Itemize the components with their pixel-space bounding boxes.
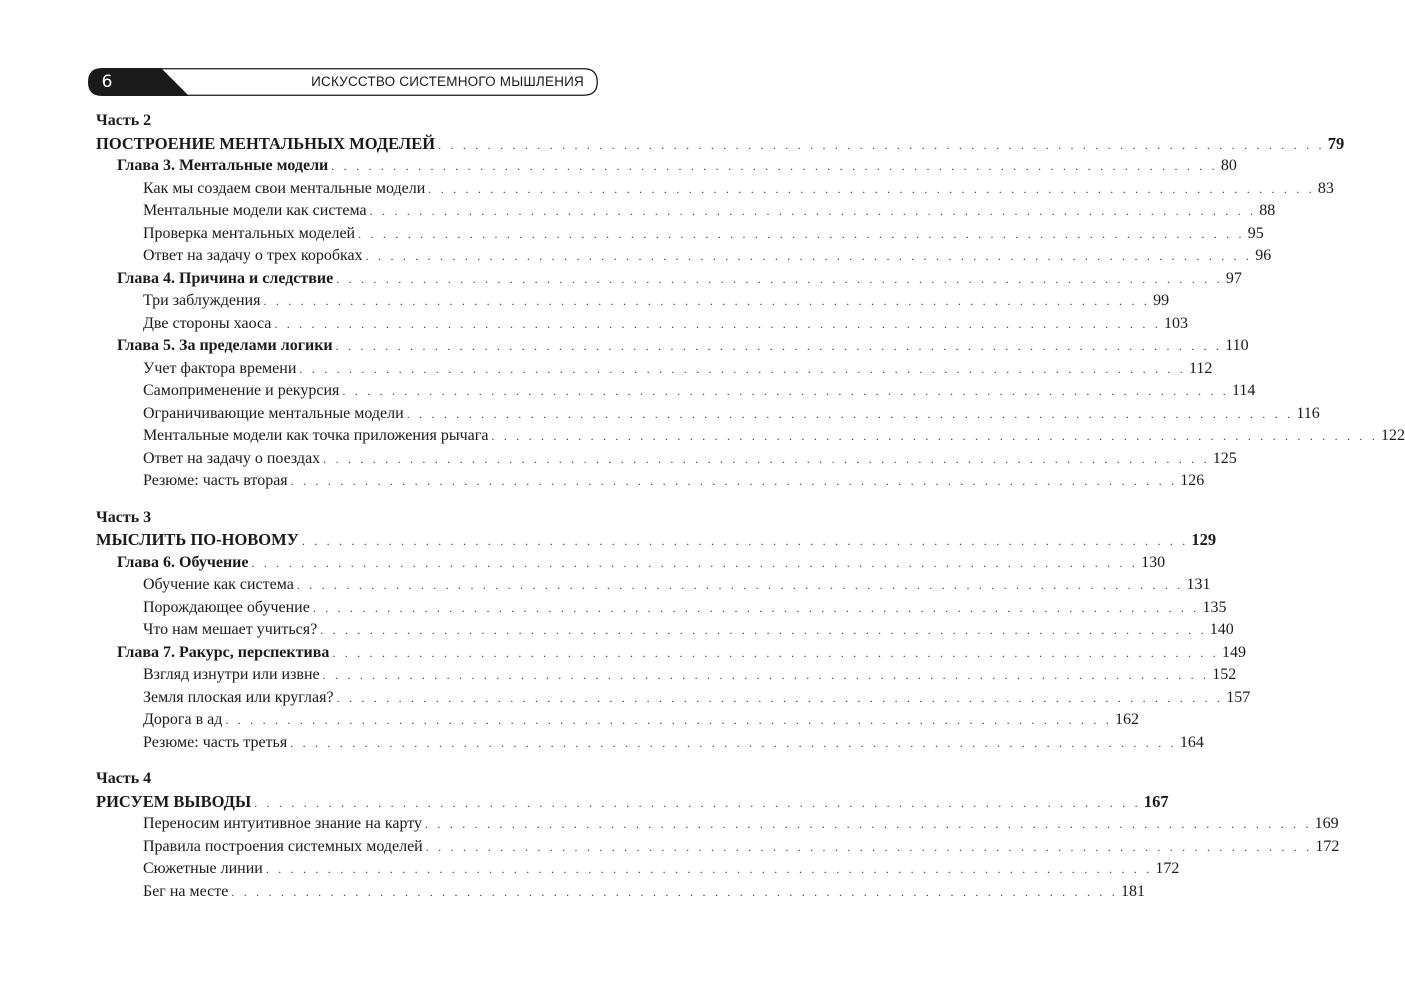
toc-section-entry-title: Переносим интуитивное знание на карту [143, 815, 423, 832]
toc-section-entry [96, 664, 1237, 687]
toc-section-entry-title: Проверка ментальных моделей [143, 224, 356, 242]
dot-leader: . . . . . . . . . . . . . . . . . . . . . . . . . . . . . . . . . . . . . . . . . . . . . . . . . . . . . . . . . . . . . . . . . . . . . . . . [331, 159, 1218, 173]
toc-part-entry [96, 791, 1169, 814]
toc-part-entry-page: 167 [1143, 791, 1169, 811]
toc-section-entry-title: Дорога в ад [143, 711, 223, 728]
dot-leader: . . . . . . . . . . . . . . . . . . . . . . . . . . . . . . . . . . . . . . . . . . . . . . . . . . . . . . . . . . . . . . . . . . . . . . . . [425, 839, 1313, 854]
dot-leader: . . . . . . . . . . . . . . . . . . . . . . . . . . . . . . . . . . . . . . . . . . . . . . . . . . . . . . . . . . . . . . . . . . . . . . . . [274, 316, 1161, 331]
dot-leader: . . . . . . . . . . . . . . . . . . . . . . . . . . . . . . . . . . . . . . . . . . . . . . . . . . . . . . . . . . . . . . . . . . . . . . . . [265, 862, 1153, 876]
dot-leader: . . . . . . . . . . . . . . . . . . . . . . . . . . . . . . . . . . . . . . . . . . . . . . . . . . . . . . . . . . . . . . . . . . . . . . . . [438, 137, 1325, 152]
running-header [88, 68, 598, 96]
toc-chapter-entry [96, 642, 1246, 665]
toc-section-entry-title: Учет фактора времени [143, 359, 297, 377]
page-number: 6 [101, 72, 113, 92]
toc-section-entry-title: Ограничивающие ментальные модели [143, 404, 404, 422]
toc-section-entry-title: Самоприменение и рекурсия [143, 382, 340, 399]
toc-part-entry [96, 133, 1345, 156]
toc-section-entry-page: 172 [1315, 837, 1340, 855]
toc-section-entry-title: Правила построения системных моделей [143, 837, 423, 855]
toc-chapter-entry-page: 97 [1225, 269, 1242, 287]
toc-section-entry-title: Ответ на задачу о трех коробках [143, 247, 363, 264]
dot-leader: . . . . . . . . . . . . . . . . . . . . . . . . . . . . . . . . . . . . . . . . . . . . . . . . . . . . . . . . . . . . . . . . . . . . . . . . [225, 713, 1112, 727]
dot-leader: . . . . . . . . . . . . . . . . . . . . . . . . . . . . . . . . . . . . . . . . . . . . . . . . . . . . . . . . . . . . . . . . . . . . . . . . [425, 817, 1312, 831]
toc-section-entry-page: 135 [1202, 598, 1227, 616]
toc-section-entry-page: 140 [1209, 621, 1234, 638]
toc-section-entry [96, 619, 1234, 642]
toc-part-entry-title: МЫСЛИТЬ ПО-НОВОМУ [96, 530, 299, 549]
toc-section-entry [96, 245, 1272, 268]
toc-section-entry [96, 290, 1170, 313]
toc-section-entry [96, 597, 1227, 620]
toc-chapter-entry-page: 149 [1221, 643, 1246, 661]
toc-chapter-entry-title: Глава 7. Ракурс, перспектива [117, 643, 330, 661]
toc-section-entry [96, 358, 1213, 381]
toc-section-entry-title: Ментальные модели как система [143, 202, 367, 219]
toc-section-entry [96, 709, 1139, 732]
toc-part-entry [96, 529, 1217, 552]
toc-section-entry [96, 380, 1256, 403]
dot-leader: . . . . . . . . . . . . . . . . . . . . . . . . . . . . . . . . . . . . . . . . . . . . . . . . . . . . . . . . . . . . . . . . . . . . . . . . [428, 181, 1315, 196]
toc-section-entry-title: Бег на месте [143, 882, 229, 900]
running-title: ИСКУССТВО СИСТЕМНОГО МЫШЛЕНИЯ [311, 74, 584, 89]
toc-section-entry-page: 116 [1296, 404, 1320, 422]
toc-section-entry-title: Сюжетные линии [143, 860, 263, 877]
toc-section-entry-title: Ментальные модели как точка приложения рычага [143, 427, 489, 444]
toc-part-entry-page: 79 [1327, 133, 1345, 153]
toc-section-entry [96, 403, 1320, 426]
toc-section-entry-title: Ответ на задачу о поездах [143, 449, 321, 467]
dot-leader: . . . . . . . . . . . . . . . . . . . . . . . . . . . . . . . . . . . . . . . . . . . . . . . . . . . . . . . . . . . . . . . . . . . . . . . . [290, 474, 1178, 488]
toc-section-entry-page: 95 [1247, 224, 1264, 242]
toc-section-entry [96, 836, 1340, 859]
toc-chapter-entry [96, 155, 1237, 178]
toc-section-entry [96, 448, 1237, 471]
part-spacer [96, 754, 596, 768]
toc-part-entry-title: ПОСТРОЕНИЕ МЕНТАЛЬНЫХ МОДЕЛЕЙ [96, 133, 436, 153]
toc-chapter-entry-page: 80 [1220, 157, 1237, 174]
toc-section-entry [96, 881, 1145, 904]
table-of-contents [96, 110, 1405, 903]
toc-section-entry-page: 157 [1226, 688, 1251, 706]
toc-part-entry-page: 129 [1191, 530, 1217, 549]
toc-section-entry [96, 223, 1264, 246]
dot-leader: . . . . . . . . . . . . . . . . . . . . . . . . . . . . . . . . . . . . . . . . . . . . . . . . . . . . . . . . . . . . . . . . . . . . . . . . [336, 271, 1223, 286]
toc-section-entry-page: 169 [1314, 815, 1339, 832]
toc-section-entry-title: Порождающее обучение [143, 598, 310, 616]
toc-section-entry-page: 103 [1163, 314, 1188, 332]
toc-section-entry-page: 122 [1381, 427, 1405, 444]
toc-part-entry-title: РИСУЕМ ВЫВОДЫ [96, 791, 252, 811]
toc-section-entry-title: Три заблуждения [143, 292, 261, 309]
dot-leader: . . . . . . . . . . . . . . . . . . . . . . . . . . . . . . . . . . . . . . . . . . . . . . . . . . . . . . . . . . . . . . . . . . . . . . . . [254, 795, 1141, 810]
toc-section-entry-page: 112 [1189, 359, 1213, 377]
dot-leader: . . . . . . . . . . . . . . . . . . . . . . . . . . . . . . . . . . . . . . . . . . . . . . . . . . . . . . . . . . . . . . . . . . . . . . . . [312, 600, 1200, 615]
toc-section-entry-page: 96 [1255, 247, 1272, 264]
toc-section-entry-page: 152 [1212, 666, 1237, 683]
dot-leader: . . . . . . . . . . . . . . . . . . . . . . . . . . . . . . . . . . . . . . . . . . . . . . . . . . . . . . . . . . . . . . . . . . . . . . . . [323, 451, 1210, 466]
toc-section-entry [96, 200, 1276, 223]
dot-leader: . . . . . . . . . . . . . . . . . . . . . . . . . . . . . . . . . . . . . . . . . . . . . . . . . . . . . . . . . . . . . . . . . . . . . . . . [299, 361, 1186, 376]
dot-leader: . . . . . . . . . . . . . . . . . . . . . . . . . . . . . . . . . . . . . . . . . . . . . . . . . . . . . . . . . . . . . . . . . . . . . . . . [263, 294, 1151, 308]
toc-section-entry-title: Две стороны хаоса [143, 314, 272, 332]
toc-section-entry [96, 313, 1188, 336]
dot-leader: . . . . . . . . . . . . . . . . . . . . . . . . . . . . . . . . . . . . . . . . . . . . . . . . . . . . . . . . . . . . . . . . . . . . . . . . [296, 578, 1184, 592]
toc-section-entry-page: 162 [1114, 711, 1139, 728]
toc-section-entry-page: 99 [1153, 292, 1170, 309]
toc-chapter-entry-title: Глава 4. Причина и следствие [117, 269, 334, 287]
toc-section-entry [96, 470, 1205, 493]
dot-leader: . . . . . . . . . . . . . . . . . . . . . . . . . . . . . . . . . . . . . . . . . . . . . . . . . . . . . . . . . . . . . . . . . . . . . . . . [342, 384, 1229, 398]
dot-leader: . . . . . . . . . . . . . . . . . . . . . . . . . . . . . . . . . . . . . . . . . . . . . . . . . . . . . . . . . . . . . . . . . . . . . . . . [491, 429, 1379, 443]
toc-section-entry-page: 125 [1212, 449, 1237, 467]
toc-section-entry-title: Обучение как система [143, 576, 294, 593]
dot-leader: . . . . . . . . . . . . . . . . . . . . . . . . . . . . . . . . . . . . . . . . . . . . . . . . . . . . . . . . . . . . . . . . . . . . . . . . [369, 204, 1257, 218]
toc-section-entry [96, 858, 1180, 881]
toc-section-entry-page: 172 [1155, 860, 1180, 877]
toc-chapter-entry-title: Глава 3. Ментальные модели [117, 157, 329, 174]
toc-chapter-entry-title: Глава 6. Обучение [117, 553, 249, 571]
toc-section-entry [96, 732, 1204, 755]
toc-section-entry-title: Взгляд изнутри или извне [143, 666, 320, 683]
toc-section-entry [96, 178, 1334, 201]
dot-leader: . . . . . . . . . . . . . . . . . . . . . . . . . . . . . . . . . . . . . . . . . . . . . . . . . . . . . . . . . . . . . . . . . . . . . . . . [406, 406, 1294, 421]
dot-leader: . . . . . . . . . . . . . . . . . . . . . . . . . . . . . . . . . . . . . . . . . . . . . . . . . . . . . . . . . . . . . . . . . . . . . . . . [251, 555, 1139, 570]
toc-chapter-entry [96, 552, 1166, 575]
toc-section-entry-title: Что нам мешает учиться? [143, 621, 318, 638]
toc-chapter-entry-page: 110 [1225, 337, 1249, 354]
part-spacer [96, 493, 596, 507]
dot-leader: . . . . . . . . . . . . . . . . . . . . . . . . . . . . . . . . . . . . . . . . . . . . . . . . . . . . . . . . . . . . . . . . . . . . . . . . [290, 735, 1177, 750]
dot-leader: . . . . . . . . . . . . . . . . . . . . . . . . . . . . . . . . . . . . . . . . . . . . . . . . . . . . . . . . . . . . . . . . . . . . . . . . [335, 339, 1223, 353]
toc-chapter-entry [96, 335, 1249, 358]
toc-section-entry [96, 574, 1211, 597]
dot-leader: . . . . . . . . . . . . . . . . . . . . . . . . . . . . . . . . . . . . . . . . . . . . . . . . . . . . . . . . . . . . . . . . . . . . . . . . [301, 534, 1189, 548]
toc-chapter-entry-page: 130 [1141, 553, 1166, 571]
toc-section-entry [96, 425, 1405, 448]
dot-leader: . . . . . . . . . . . . . . . . . . . . . . . . . . . . . . . . . . . . . . . . . . . . . . . . . . . . . . . . . . . . . . . . . . . . . . . . [358, 226, 1245, 241]
toc-section-entry-title: Резюме: часть третья [143, 733, 288, 751]
toc-section-entry-page: 164 [1179, 733, 1204, 751]
part-label: Часть 2 [96, 112, 152, 129]
toc-section-entry-title: Как мы создаем свои ментальные модели [143, 179, 426, 197]
toc-section-entry-page: 126 [1180, 472, 1205, 489]
toc-section-entry [96, 687, 1251, 710]
toc-section-entry-page: 181 [1120, 882, 1145, 900]
dot-leader: . . . . . . . . . . . . . . . . . . . . . . . . . . . . . . . . . . . . . . . . . . . . . . . . . . . . . . . . . . . . . . . . . . . . . . . . [332, 645, 1219, 660]
dot-leader: . . . . . . . . . . . . . . . . . . . . . . . . . . . . . . . . . . . . . . . . . . . . . . . . . . . . . . . . . . . . . . . . . . . . . . . . [336, 690, 1224, 705]
toc-section-entry [96, 813, 1339, 836]
toc-section-entry-page: 88 [1259, 202, 1276, 219]
toc-section-entry-title: Резюме: часть вторая [143, 472, 288, 489]
dot-leader: . . . . . . . . . . . . . . . . . . . . . . . . . . . . . . . . . . . . . . . . . . . . . . . . . . . . . . . . . . . . . . . . . . . . . . . . [365, 249, 1253, 263]
dot-leader: . . . . . . . . . . . . . . . . . . . . . . . . . . . . . . . . . . . . . . . . . . . . . . . . . . . . . . . . . . . . . . . . . . . . . . . . [231, 884, 1118, 899]
part-label: Часть 3 [96, 508, 152, 526]
toc-chapter-entry [96, 268, 1242, 291]
dot-leader: . . . . . . . . . . . . . . . . . . . . . . . . . . . . . . . . . . . . . . . . . . . . . . . . . . . . . . . . . . . . . . . . . . . . . . . . [320, 623, 1207, 637]
toc-section-entry-page: 131 [1186, 576, 1211, 593]
toc-chapter-entry-title: Глава 5. За пределами логики [117, 337, 333, 354]
toc-section-entry-page: 83 [1317, 179, 1334, 197]
toc-section-entry-page: 114 [1231, 382, 1256, 399]
dot-leader: . . . . . . . . . . . . . . . . . . . . . . . . . . . . . . . . . . . . . . . . . . . . . . . . . . . . . . . . . . . . . . . . . . . . . . . . [322, 668, 1210, 682]
toc-section-entry-title: Земля плоская или круглая? [143, 688, 334, 706]
part-label: Часть 4 [96, 770, 152, 787]
